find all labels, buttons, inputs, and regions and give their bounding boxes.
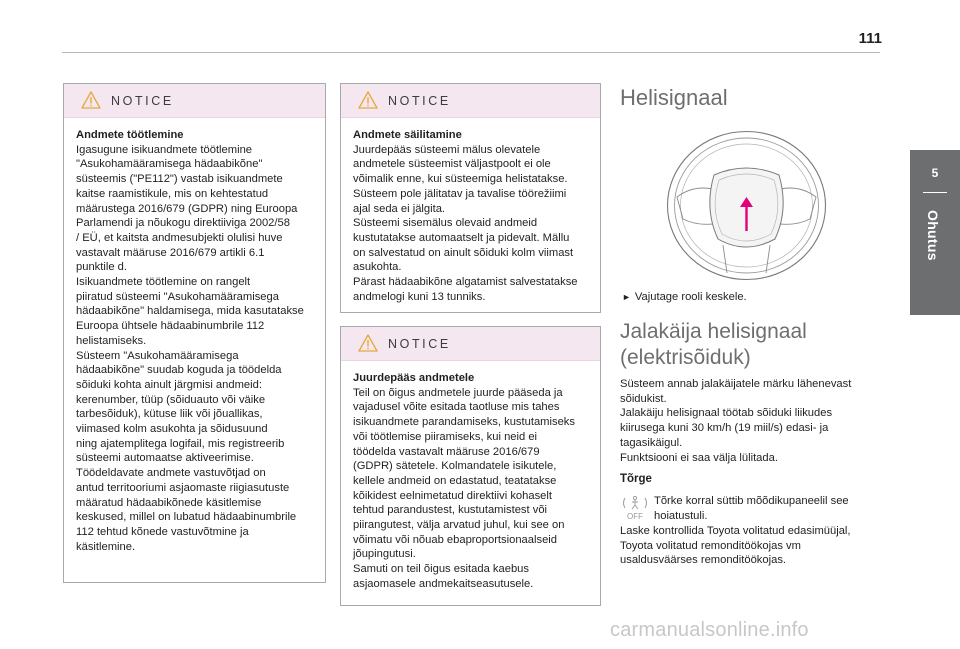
warning-triangle-icon bbox=[81, 91, 101, 109]
header-rule bbox=[62, 52, 880, 53]
notice-line: süsteemis ("PE112") vastab isikuandmete bbox=[76, 173, 283, 186]
notice-header bbox=[341, 327, 600, 361]
service-advice bbox=[620, 524, 851, 568]
notice-line: viimased kolm asukohta ja sõidusuund bbox=[76, 423, 268, 436]
paragraph-line: Süsteem annab jalakäijatele märku lähenevast bbox=[620, 378, 852, 390]
notice-box-data-access bbox=[340, 326, 601, 606]
warning-triangle-icon bbox=[358, 91, 378, 109]
notice-line: tarbesõiduk), kütuse liik või jõuallikas, bbox=[76, 408, 263, 421]
notice-header bbox=[64, 84, 325, 118]
notice-line: Samuti on teil õigus esitada kaebus bbox=[353, 563, 530, 576]
paragraph-line: Funktsiooni ei saa välja lülitada. bbox=[620, 451, 778, 464]
watermark: carmanualsonline.info bbox=[610, 619, 809, 641]
notice-line: ning ajatemplitega logifail, mis registreerib bbox=[76, 437, 285, 450]
chapter-tab bbox=[910, 150, 960, 315]
notice-line: Teil on õigus andmetele juurde pääseda ja bbox=[353, 386, 563, 399]
notice-line: määratud hädaabikõnede käsitlemise bbox=[76, 496, 262, 509]
horn-instruction bbox=[622, 291, 747, 303]
notice-line: kõikidest eelnimetatud direktiivi kohaselt bbox=[353, 489, 552, 502]
notice-line: või töötlemise piiramiseks, kui neid ei bbox=[353, 430, 538, 443]
notice-line: tehtud parandustest, kustutamistest või bbox=[353, 504, 548, 517]
notice-heading: Andmete töötlemine bbox=[76, 129, 184, 141]
paragraph-line: kiirusega kuni 30 km/h (19 miil/s) edasi- ja bbox=[620, 422, 829, 435]
notice-line: isikuandmete parandamiseks, kustutamiseks bbox=[353, 416, 575, 429]
notice-line: Süsteemi sisemälus olevaid andmeid bbox=[353, 217, 538, 230]
paragraph-line: Jalakäiju helisignaal töötab sõiduki liikudes bbox=[620, 407, 833, 420]
notice-line: jõupingutusi. bbox=[353, 548, 416, 561]
horn-instruction-text: Vajutage rooli keskele. bbox=[634, 291, 747, 303]
notice-body bbox=[341, 361, 600, 600]
warning-triangle-icon bbox=[358, 334, 378, 352]
chapter-divider bbox=[923, 192, 947, 193]
notice-line: määrustega 2016/679 (GDPR) ning Euroopa bbox=[76, 202, 298, 215]
notice-line: 112 tehtud kõnede vastuvõtmine ja bbox=[76, 525, 249, 538]
notice-title: NOTICE bbox=[111, 94, 174, 108]
notice-line: Süsteem "Asukohamääramisega bbox=[76, 349, 239, 362]
notice-line: piirangutest, välja arvatud juhul, kui see on bbox=[353, 519, 565, 532]
horn-section-title: Helisignaal bbox=[620, 85, 728, 110]
notice-line: keskused, millel on lubatud hädaabinumbrile bbox=[76, 511, 297, 524]
bullet-arrow: ► bbox=[622, 292, 631, 302]
notice-header bbox=[341, 84, 600, 118]
notice-box-data-storage bbox=[340, 83, 601, 313]
notice-line: vajadusel võite esitada taotluse mis tahes bbox=[353, 401, 560, 414]
notice-line: võimalik enne, kui süsteemiga helistatakse. bbox=[353, 173, 568, 186]
notice-line: kellele andmeid on edastatud, teatatakse bbox=[353, 474, 557, 487]
notice-line: vastavalt määruse 2016/679 artikli 6.1 bbox=[76, 246, 265, 259]
notice-line: andmelogi kuni 13 tunniks. bbox=[353, 290, 486, 303]
pedestrian-section-title bbox=[620, 319, 807, 371]
notice-line: antud territooriumi asjaomaste riigiasutuste bbox=[76, 481, 290, 494]
notice-title: NOTICE bbox=[388, 94, 451, 108]
notice-title: NOTICE bbox=[388, 337, 451, 351]
notice-line: ajal seda ei jälgita. bbox=[353, 202, 446, 215]
pedestrian-warning-off-icon bbox=[620, 494, 650, 522]
service-line: Toyota volitatud remonditöökojas vm bbox=[620, 539, 801, 552]
notice-heading: Juurdepääs andmetele bbox=[353, 372, 475, 384]
notice-line: helistamiseks. bbox=[76, 334, 147, 347]
notice-line: asjaomasele andmekaitseasutusele. bbox=[353, 577, 534, 590]
notice-line: sõiduki kohta ainult järgmisi andmeid: bbox=[76, 378, 262, 391]
fault-line: hoiatustuli. bbox=[654, 509, 708, 522]
pedestrian-title-line: (elektrisõiduk) bbox=[620, 346, 751, 369]
fault-description bbox=[654, 494, 849, 523]
notice-line: Parlamendi ja nõukogu direktiiviga 2002/58 bbox=[76, 217, 290, 230]
notice-line: andmetele süsteemist väljastpoolt ei ole bbox=[353, 158, 551, 171]
notice-line: "Asukohamääramisega hädaabikõne" bbox=[76, 158, 263, 171]
fault-heading: Tõrge bbox=[620, 473, 652, 485]
fault-icon-label: OFF bbox=[627, 512, 643, 521]
pedestrian-title-line: Jalakäija helisignaal bbox=[620, 320, 807, 343]
notice-line: Pärast hädaabikõne algatamist salvestatakse bbox=[353, 276, 578, 289]
paragraph-line: tagasikäigul. bbox=[620, 436, 683, 449]
page-number: 111 bbox=[858, 30, 882, 47]
notice-line: käsitlemine. bbox=[76, 540, 136, 553]
notice-box-data-processing bbox=[63, 83, 326, 583]
notice-line: Töödeldavate andmete vastuvõtjad on bbox=[76, 467, 266, 480]
notice-line: hädaabikõne" suudab koguda ja töödelda bbox=[76, 364, 282, 377]
notice-line: Juurdepääs süsteemi mälus olevatele bbox=[353, 143, 541, 156]
notice-line: piiratud süsteemi "Asukohamääramisega bbox=[76, 290, 279, 303]
notice-line: kerenumber, tüüp (sõiduauto või väike bbox=[76, 393, 266, 406]
chapter-number: 5 bbox=[931, 166, 939, 180]
service-line: usaldusväärses remonditöökojas. bbox=[620, 554, 787, 567]
steering-wheel-illustration bbox=[663, 127, 830, 284]
notice-line: kaitse raamistikule, mis on kehtestatud bbox=[76, 187, 269, 200]
notice-line: on salvestatud on ainult sõiduki kolm viimast bbox=[353, 246, 574, 259]
notice-line: (GDPR) sätetele. Kolmandatele isikutele, bbox=[353, 460, 557, 473]
chapter-label: Ohutus bbox=[925, 210, 941, 261]
notice-line: Igasugune isikuandmete töötlemine bbox=[76, 143, 253, 156]
notice-heading: Andmete säilitamine bbox=[353, 129, 462, 141]
notice-body bbox=[64, 118, 325, 562]
notice-line: / EÜ, et kaitsta andmesubjekti olulisi huve bbox=[76, 231, 283, 244]
service-line: Laske kontrollida Toyota volitatud edasimüüjal, bbox=[620, 525, 851, 537]
notice-line: Isikuandmete töötlemine on rangelt bbox=[76, 276, 251, 289]
notice-line: võimatu või nõuab ebaproportsionaalseid bbox=[353, 533, 557, 546]
notice-line: kustutatakse automaatselt ja pidevalt. Mällu bbox=[353, 231, 570, 244]
notice-line: töödelda vastavalt määruse 2016/679 bbox=[353, 445, 540, 458]
fault-line: Tõrke korral süttib mõõdikupaneelil see bbox=[654, 495, 849, 507]
notice-line: hädaabikõne" haldamisega, mida kasutatakse bbox=[76, 305, 304, 318]
notice-line: punktile d. bbox=[76, 261, 127, 274]
paragraph-line: sõidukist. bbox=[620, 392, 667, 405]
notice-line: süsteemi automaatse aktiveerimise. bbox=[76, 452, 254, 465]
notice-line: asukohta. bbox=[353, 261, 402, 274]
notice-line: Euroopa ühtsele hädaabinumbrile 112 bbox=[76, 320, 265, 333]
notice-body bbox=[341, 118, 600, 312]
notice-line: Süsteem pole jälitatav ja tavalise töörežiimi bbox=[353, 187, 567, 200]
pedestrian-description bbox=[620, 377, 851, 465]
